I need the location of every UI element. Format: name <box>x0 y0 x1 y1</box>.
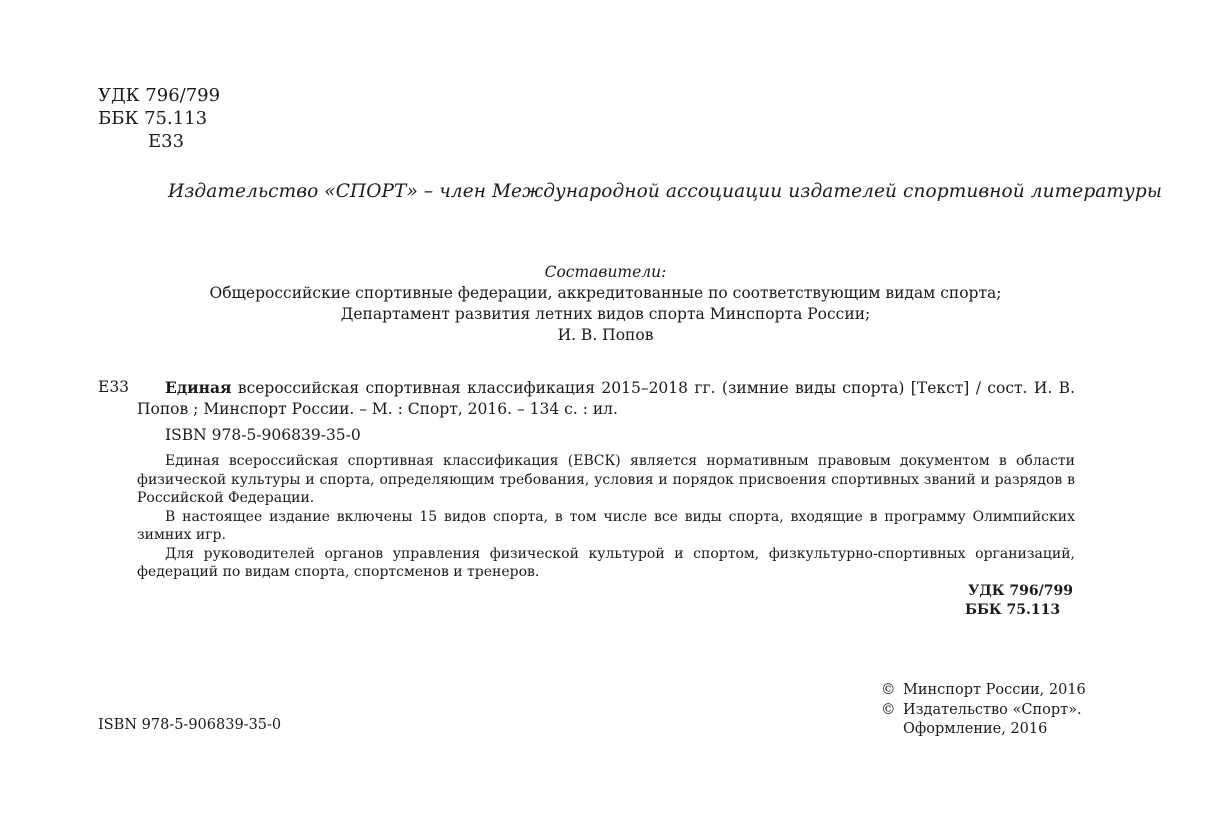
annotation-paragraph: Для руководителей органов управления физической культурой и спортом, физкультурно-спортивных организаций, федераций по видам спорта, спортсменов и тренеров. <box>137 545 1075 580</box>
copyright-icon: © <box>881 682 896 698</box>
copyright-block <box>881 681 1086 740</box>
classification-codes-right <box>965 582 1073 620</box>
copyright-row <box>881 681 1086 701</box>
copyright-line: Оформление, 2016 <box>903 721 1048 737</box>
record-title-word: Единая <box>165 378 232 397</box>
bbk-code-right: ББК 75.113 <box>965 602 1061 618</box>
compilers-block <box>0 262 1211 346</box>
publisher-note: Издательство «СПОРТ» – член Международной ассоциации издателей спортивной литературы <box>168 181 1162 202</box>
annotation <box>137 452 1075 582</box>
copyright-line: Издательство «Спорт». <box>903 701 1082 718</box>
compilers-line: И. В. Попов <box>557 326 654 344</box>
bibliographic-record <box>137 377 1075 420</box>
compilers-line: Департамент развития летних видов спорта Минспорта России; <box>340 305 871 323</box>
copyright-icon: © <box>881 701 896 718</box>
isbn-bottom: ISBN 978-5-906839-35-0 <box>98 717 282 733</box>
author-mark: Е33 <box>148 131 185 152</box>
compilers-line: Общероссийские спортивные федерации, аккредитованные по соответствующим видам спорта; <box>209 284 1002 302</box>
udk-code-right: УДК 796/799 <box>968 583 1073 599</box>
copyright-row <box>881 720 1086 740</box>
compilers-title: Составители: <box>544 263 667 281</box>
udk-code: УДК 796/799 <box>98 85 221 106</box>
classification-codes <box>98 84 220 153</box>
copyright-row <box>881 701 1086 721</box>
record-isbn: ISBN 978-5-906839-35-0 <box>165 426 361 444</box>
record-author-mark: Е33 <box>98 378 130 396</box>
record-text: всероссийская спортивная классификация 2015–2018 гг. (зимние виды спорта) [Текст] / сост. И. В. Попов ; Минспорт России. – М. : Спорт, 2016. – 134 с. : ил. <box>137 379 1075 418</box>
bbk-code: ББК 75.113 <box>98 108 208 129</box>
annotation-paragraph: В настоящее издание включены 15 видов спорта, в том числе все виды спорта, входящие в программу Олимпийских зимних игр. <box>137 508 1075 543</box>
annotation-paragraph: Единая всероссийская спортивная классификация (ЕВСК) является нормативным правовым документом в области физической культуры и спорта, определяющим требования, условия и порядок присвоения спортивных званий и разрядов в Российской Федерации. <box>137 453 1075 506</box>
copyright-line: Минспорт России, 2016 <box>903 682 1086 698</box>
